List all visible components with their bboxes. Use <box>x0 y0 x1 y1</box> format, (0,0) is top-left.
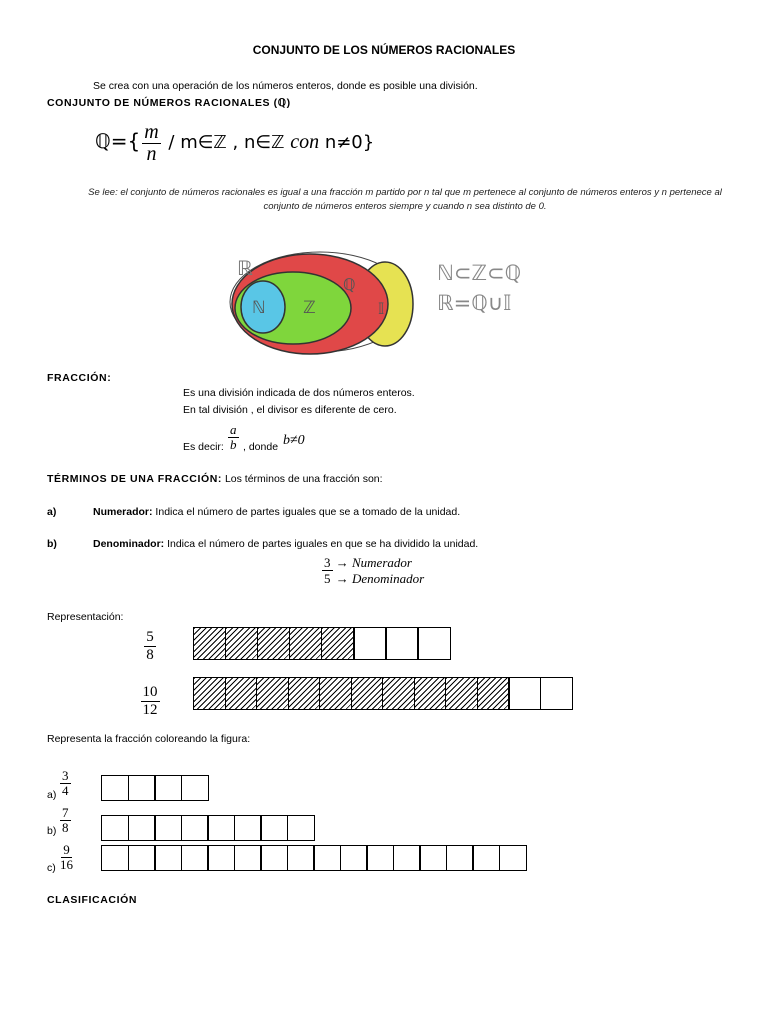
representation-2-cell-shaded <box>351 677 384 710</box>
intro-text: Se crea con una operación de los números enteros, donde es posible una división. <box>93 80 478 92</box>
exercise-c-cell[interactable] <box>101 845 129 871</box>
page-title: CONJUNTO DE LOS NÚMEROS RACIONALES <box>252 43 516 57</box>
numerator-line <box>93 506 460 518</box>
formula-denominator: n <box>146 143 157 165</box>
exercise-c-cell[interactable] <box>340 845 368 871</box>
exercise-b-marker: b) <box>47 825 57 837</box>
exercise-b-den: 8 <box>62 820 69 836</box>
representation-2-cell-shaded <box>256 677 289 710</box>
representation-1-cell-shaded <box>257 627 291 660</box>
representation-1-cell-shaded <box>225 627 259 660</box>
irrational-set-label: 𝕀 <box>378 299 385 318</box>
exercise-label: Representa la fracción coloreando la figura: <box>47 733 251 745</box>
representation-2-cell-shaded <box>319 677 352 710</box>
fraction-suffix: , donde <box>243 441 279 453</box>
representation-1-cell <box>353 627 387 660</box>
formula-rest-a: / m∈ℤ , n∈ℤ <box>162 132 291 154</box>
formula-numerator: m <box>144 121 159 143</box>
fraction-condition: b≠0 <box>283 433 305 448</box>
fraction-definition-2: En tal división , el divisor es diferente de cero. <box>183 404 397 416</box>
exercise-a-den: 4 <box>62 783 69 799</box>
integer-set-label: ℤ <box>303 298 316 318</box>
representation-bar-2 <box>193 677 573 710</box>
terms-line <box>47 473 383 485</box>
exercise-c-cell[interactable] <box>472 845 500 871</box>
fraction-definition-1: Es una división indicada de dos números enteros. <box>183 387 415 399</box>
fraction-heading: FRACCIÓN: <box>47 372 112 384</box>
representation-fraction-2 <box>138 683 162 718</box>
fraction-prefix: Es decir: <box>183 441 224 453</box>
exercise-a-cell[interactable] <box>128 775 156 801</box>
formula-rest-b: n≠0} <box>319 132 375 154</box>
exercise-a-cell[interactable] <box>181 775 209 801</box>
denominator-label: Denominador: <box>93 538 165 550</box>
representation-label: Representación: <box>47 611 124 623</box>
representation-2-cell-shaded <box>414 677 447 710</box>
exercise-c-cell[interactable] <box>260 845 288 871</box>
exercise-c-cell[interactable] <box>128 845 156 871</box>
representation-fraction-1 <box>140 628 160 663</box>
exercise-c-marker: c) <box>47 862 56 874</box>
rational-set-label: ℚ <box>343 275 356 294</box>
numerator-label: Numerador: <box>93 506 153 518</box>
terms-example-num: 3 <box>324 555 331 570</box>
terms-heading: TÉRMINOS DE UNA FRACCIÓN: <box>47 473 223 485</box>
formula-con: con <box>290 131 320 154</box>
representation-1-cell <box>385 627 419 660</box>
exercise-a-marker: a) <box>47 789 57 801</box>
exercise-a-num: 3 <box>62 768 69 783</box>
representation-2-cell <box>508 677 541 710</box>
natural-set-label: ℕ <box>252 298 266 318</box>
terms-example-den-label: → Denominador <box>335 571 425 586</box>
exercise-a-cell[interactable] <box>101 775 129 801</box>
representation-num-2: 10 <box>142 684 158 700</box>
real-set-label: ℝ <box>237 256 253 280</box>
exercise-c-fraction <box>60 841 73 873</box>
representation-num-1: 5 <box>146 629 154 645</box>
representation-2-cell-shaded <box>382 677 415 710</box>
terms-example-den: 5 <box>324 571 331 586</box>
representation-bar-1 <box>193 627 451 660</box>
numerator-text: Indica el número de partes iguales que se a tomado de la unidad. <box>152 506 461 518</box>
terms-example <box>322 555 424 587</box>
exercise-b-cell[interactable] <box>101 815 129 841</box>
exercise-c-cell[interactable] <box>499 845 527 871</box>
exercise-b-cell[interactable] <box>128 815 156 841</box>
numerator-marker: a) <box>47 506 57 518</box>
exercise-a-cell[interactable] <box>154 775 182 801</box>
formula-lhs: ℚ={ <box>95 129 141 154</box>
exercise-c-cell[interactable] <box>207 845 235 871</box>
exercise-c-cell[interactable] <box>181 845 209 871</box>
representation-1-cell-shaded <box>321 627 355 660</box>
fraction-b: b <box>230 437 237 453</box>
exercise-c-num: 9 <box>63 842 70 857</box>
exercise-c-cell[interactable] <box>313 845 341 871</box>
number-sets-diagram <box>225 250 425 360</box>
exercise-a-bar <box>101 775 209 801</box>
exercise-c-cell[interactable] <box>419 845 447 871</box>
exercise-c-cell[interactable] <box>154 845 182 871</box>
exercise-b-bar <box>101 815 315 841</box>
formula-reading: Se lee: el conjunto de números racionales es igual a una fracción m partido por n tal que m pertenece al conjunto de números enteros y n pertenece al conjunto de números enteros siempre y cuando n sea distinto de 0. <box>88 187 722 212</box>
exercise-a-fraction <box>60 767 71 799</box>
exercise-b-cell[interactable] <box>260 815 288 841</box>
denominator-line <box>93 538 478 550</box>
representation-2-cell <box>540 677 573 710</box>
classification-heading: CLASIFICACIÓN <box>47 894 138 906</box>
exercise-b-cell[interactable] <box>181 815 209 841</box>
formula-fraction <box>142 122 160 165</box>
exercise-c-cell[interactable] <box>287 845 315 871</box>
exercise-b-cell[interactable] <box>234 815 262 841</box>
representation-den-1: 8 <box>146 646 154 663</box>
exercise-b-cell[interactable] <box>287 815 315 841</box>
exercise-c-cell[interactable] <box>234 845 262 871</box>
representation-1-cell-shaded <box>289 627 323 660</box>
terms-example-num-label: → Numerador <box>335 555 412 570</box>
exercise-b-num: 7 <box>62 805 69 820</box>
real-union-relation: ℝ=ℚ∪𝕀 <box>437 291 512 315</box>
denominator-marker: b) <box>47 538 57 550</box>
representation-1-cell-shaded <box>193 627 227 660</box>
representation-2-cell-shaded <box>288 677 321 710</box>
set-inclusion-relation: ℕ⊂ℤ⊂ℚ <box>437 261 522 285</box>
fraction-a-over-b <box>228 421 239 453</box>
exercise-c-den: 16 <box>60 857 73 873</box>
representation-den-2: 12 <box>142 701 158 718</box>
denominator-text: Indica el número de partes iguales en que se ha dividido la unidad. <box>164 538 479 550</box>
representation-2-cell-shaded <box>225 677 258 710</box>
exercise-c-cell[interactable] <box>446 845 474 871</box>
representation-1-cell <box>417 627 451 660</box>
rational-set-formula <box>95 122 374 178</box>
rational-set-heading: CONJUNTO DE NÚMEROS RACIONALES (ℚ) <box>47 97 291 109</box>
terms-intro: Los términos de una fracción son: <box>222 473 383 485</box>
exercise-c-cell[interactable] <box>366 845 394 871</box>
representation-2-cell-shaded <box>445 677 478 710</box>
fraction-a: a <box>230 422 237 437</box>
exercise-b-cell[interactable] <box>207 815 235 841</box>
exercise-c-bar <box>101 845 527 871</box>
exercise-c-cell[interactable] <box>393 845 421 871</box>
representation-2-cell-shaded <box>193 677 226 710</box>
exercise-b-fraction <box>60 804 71 836</box>
exercise-b-cell[interactable] <box>154 815 182 841</box>
representation-2-cell-shaded <box>477 677 510 710</box>
